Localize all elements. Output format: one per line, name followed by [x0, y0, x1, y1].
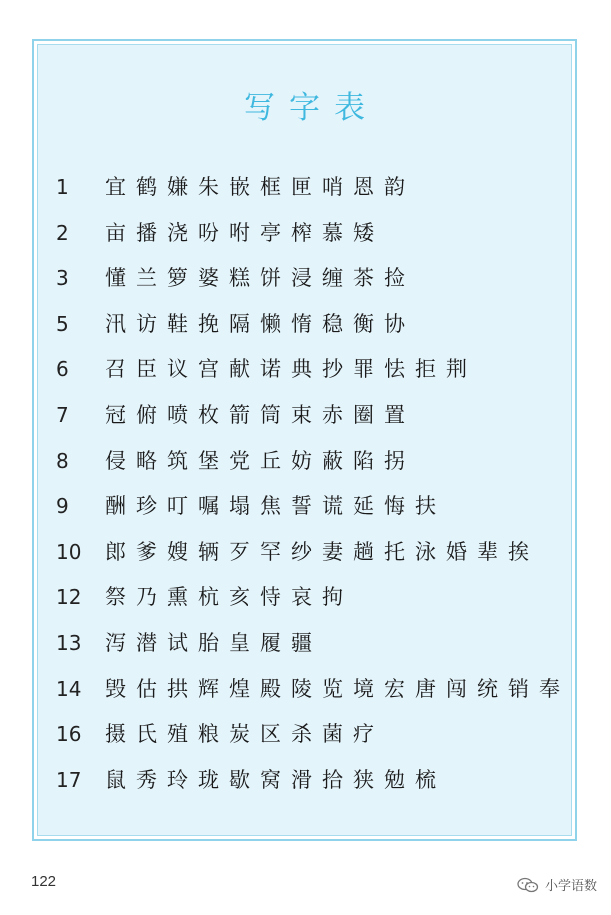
- content-panel: [37, 44, 572, 836]
- row-number: 9: [56, 494, 69, 519]
- page-frame: [32, 39, 577, 841]
- char-row: [38, 393, 571, 439]
- row-number: 1: [56, 175, 69, 199]
- row-characters: 鼠秀玲珑歇窝滑拾狭勉梳: [105, 767, 446, 792]
- row-number: 3: [56, 266, 69, 291]
- char-row: [38, 302, 571, 348]
- watermark: [517, 875, 597, 894]
- char-row: [38, 621, 571, 667]
- row-number: 10: [56, 539, 82, 564]
- row-number: 13: [56, 630, 82, 655]
- row-number: 6: [56, 357, 69, 382]
- row-number: 7: [56, 402, 69, 427]
- char-row: [38, 530, 571, 576]
- char-row: [38, 347, 571, 393]
- row-characters: 汛访鞋挽隔懒惰稳衡协: [105, 311, 415, 336]
- row-characters: 毁估拱辉煌殿陵览境宏唐闯统销奉: [105, 676, 570, 701]
- page-number: 122: [31, 873, 57, 890]
- char-row: [38, 758, 571, 804]
- row-characters: 泻潜试胎皇履疆: [105, 630, 322, 655]
- row-characters: 懂兰箩婆糕饼浸缠茶捡: [105, 266, 415, 291]
- row-number: 2: [56, 220, 69, 245]
- row-number: 12: [56, 585, 82, 610]
- row-number: 8: [56, 448, 69, 473]
- char-row: [38, 165, 571, 211]
- row-characters: 祭乃熏杭亥恃哀拘: [105, 585, 353, 610]
- char-row: [38, 667, 571, 713]
- char-row: [38, 439, 571, 485]
- row-characters: 召臣议宫献诺典抄罪怯拒荆: [105, 357, 477, 382]
- watermark-text: 小学语数: [544, 879, 597, 894]
- row-number: 5: [56, 311, 69, 336]
- char-row: [38, 211, 571, 257]
- wechat-icon: [517, 877, 539, 893]
- char-row: [38, 256, 571, 302]
- char-row: [38, 712, 571, 758]
- row-characters: 宜鹤嫌朱嵌框匣哨恩韵: [105, 175, 415, 199]
- row-characters: 郎爹嫂辆歹罕纱妻趟托泳婚辈挨: [105, 539, 539, 564]
- row-characters: 酬珍叮嘱塌焦誓谎延悔扶: [105, 494, 446, 519]
- row-characters: 亩播浇吩咐亭榨慕矮: [105, 220, 384, 245]
- row-number: 14: [56, 676, 82, 701]
- row-number: 16: [56, 722, 82, 747]
- char-list: [38, 165, 571, 803]
- row-characters: 冠俯喷枚箭筒束赤圈置: [105, 402, 415, 427]
- char-row: [38, 484, 571, 530]
- row-characters: 摄氏殖粮炭区杀菌疗: [105, 722, 384, 747]
- page-title: 写字表: [244, 90, 379, 126]
- char-row: [38, 575, 571, 621]
- row-number: 17: [56, 767, 82, 792]
- row-characters: 侵略筑堡党丘妨蔽陷拐: [105, 448, 415, 473]
